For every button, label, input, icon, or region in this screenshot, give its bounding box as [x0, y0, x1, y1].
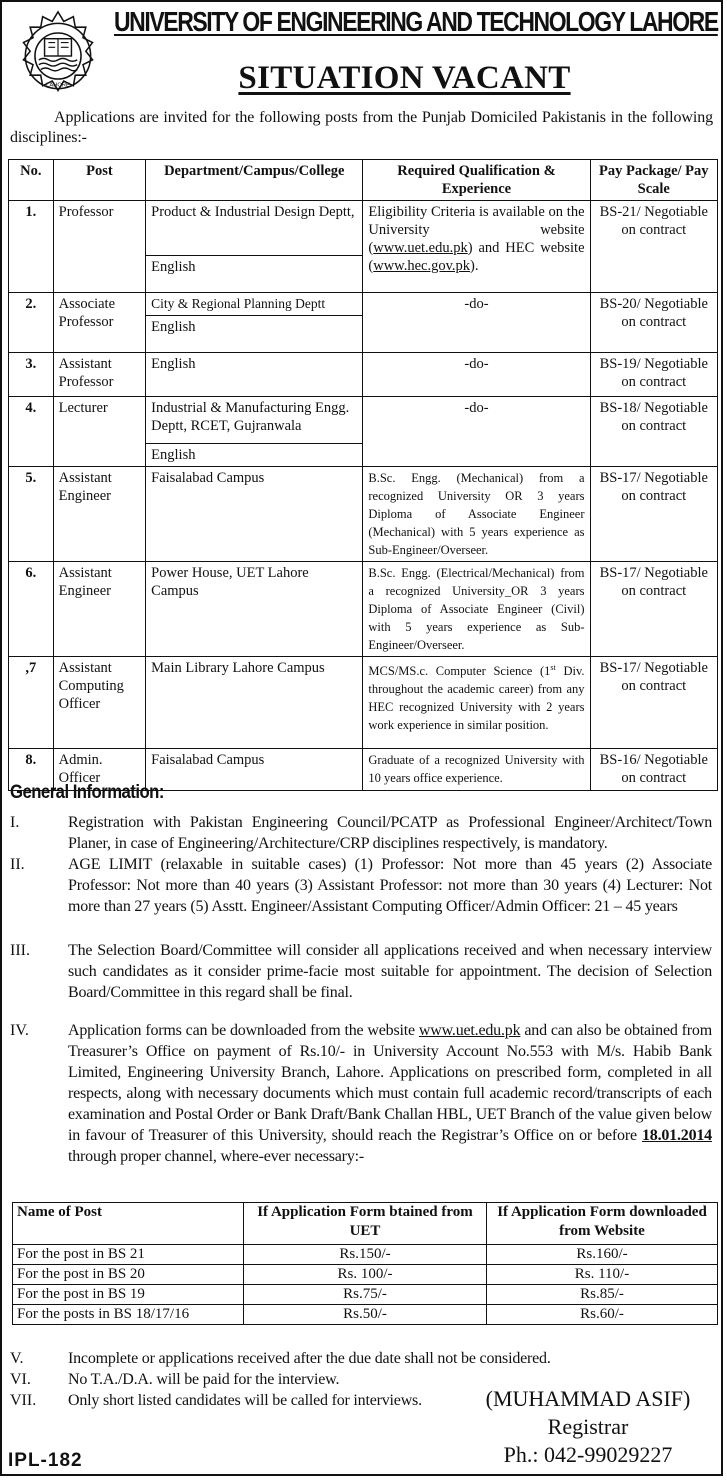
item-text-part: and can also be obtained from Treasurer’s Office on payment of Rs.10/- in University Account No.553 with M/s. Habib Bank Limited, Engineering University Branch, Lahore. Applications on prescribed form, completed in all respects, along with necessary documents which must contain full academic record/transcripts of each examination and Postal Order or Bank Draft/Bank Challan HBL, UET Branch of the value given below in favour of Treasurer of this University, should reach the Registrar’s Office on or before: [68, 1022, 712, 1144]
row-number: 6.: [9, 562, 54, 657]
column-header-no: No.: [9, 160, 54, 201]
table-row: [9, 353, 718, 397]
fee-uet: Rs.75/-: [244, 1285, 487, 1305]
item-number: VI.: [10, 1371, 31, 1388]
item-text: No T.A./D.A. will be paid for the interview.: [68, 1371, 340, 1388]
row-number: 3.: [9, 353, 54, 397]
fee-website: Rs.160/-: [487, 1245, 718, 1265]
department: Main Library Lahore Campus: [151, 660, 325, 676]
row-number: ,7: [9, 657, 54, 749]
signatory-name: (MUHAMMAD ASIF): [485, 1386, 691, 1411]
posts-table-header: [9, 160, 718, 201]
fee-website: Rs.85/-: [487, 1285, 718, 1305]
posts-table: [8, 159, 718, 791]
qualification: B.Sc. Engg. (Mechanical) from a recognized University OR 3 years Diploma of Associate Engineer (Mechanical) with 5 years experience as Sub-Engineer/Overseer.: [363, 467, 590, 562]
pay-scale: BS-17/ Negotiable on contract: [590, 562, 717, 657]
row-number: 2.: [9, 293, 54, 353]
signatory-phone: Ph.: 042-99029227: [503, 1442, 673, 1467]
department: English: [151, 447, 196, 463]
item-text: Only short listed candidates will be called for interviews.: [68, 1392, 422, 1409]
fee-post: For the posts in BS 18/17/16: [13, 1305, 244, 1325]
info-item: [10, 1020, 712, 1167]
item-number: II.: [10, 856, 25, 873]
column-header-department: Department/Campus/College: [146, 160, 363, 201]
uet-website-link[interactable]: www.uet.edu.pk: [418, 1022, 521, 1039]
info-item: [10, 940, 712, 1003]
hec-website-link[interactable]: www.hec.gov.pk: [373, 258, 471, 274]
row-number: 5.: [9, 467, 54, 562]
column-header-name-of-post: Name of Post: [13, 1203, 244, 1245]
qualification-text: ) and HEC website (: [368, 240, 585, 274]
department: Industrial & Manufacturing Engg. Deptt, RCET, Gujranwala: [146, 397, 362, 444]
header: [2, 2, 721, 102]
qualification: -do-: [363, 353, 590, 397]
department-cell: [146, 293, 363, 353]
post-title: Lecturer: [53, 397, 146, 467]
pay-scale: BS-17/ Negotiable on contract: [590, 657, 717, 749]
table-row: [9, 467, 718, 562]
item-text-part: Application forms can be downloaded from the website: [68, 1022, 419, 1039]
qualification: [363, 201, 590, 293]
info-item: [10, 854, 712, 917]
column-header-qualification: Required Qualification & Experience: [363, 160, 590, 201]
department: Power House, UET Lahore Campus: [151, 565, 309, 599]
reference-code: IPL-182: [8, 1450, 83, 1471]
table-row: [13, 1285, 718, 1305]
notice-title: SITUATION VACANT: [238, 60, 571, 96]
info-item: [10, 812, 712, 854]
post-title: Assistant Professor: [53, 353, 146, 397]
item-text: Registration with Pakistan Engineering Council/PCATP as Professional Engineer/Architect/Town Planer, in case of Engineering/Architecture/CRP disciplines respectively, is mandatory.: [68, 814, 712, 852]
qualification-text: ).: [470, 258, 479, 274]
table-row: [13, 1265, 718, 1285]
department-cell: [146, 562, 363, 657]
uet-website-link[interactable]: www.uet.edu.pk: [373, 240, 468, 256]
item-text: [68, 1020, 712, 1167]
info-item: [10, 1348, 712, 1369]
intro-paragraph: Applications are invited for the following posts from the Punjab Domiciled Pakistanis in the following disciplines:-: [10, 109, 713, 146]
department: Faisalabad Campus: [151, 470, 265, 486]
department-cell: [146, 397, 363, 467]
fee-uet: Rs.150/-: [244, 1245, 487, 1265]
column-header-website-fee: If Application Form downloaded from Website: [487, 1203, 718, 1245]
fee-post: For the post in BS 21: [13, 1245, 244, 1265]
pay-scale: BS-16/ Negotiable on contract: [590, 749, 717, 791]
post-title: Associate Professor: [53, 293, 146, 353]
pay-scale: BS-19/ Negotiable on contract: [590, 353, 717, 397]
fee-website: Rs. 110/-: [487, 1265, 718, 1285]
qualification: -do-: [363, 397, 590, 467]
qualification-text: MCS/MS.c. Computer Science (1: [368, 664, 551, 679]
department: Product & Industrial Design Deptt,: [146, 201, 362, 256]
item-text: Incomplete or applications received after the due date shall not be considered.: [68, 1350, 551, 1367]
post-title: Professor: [53, 201, 146, 293]
department-cell: [146, 657, 363, 749]
department: Faisalabad Campus: [151, 752, 265, 768]
pay-scale: BS-21/ Negotiable on contract: [590, 201, 717, 293]
signature-block: [463, 1385, 713, 1469]
qualification: B.Sc. Engg. (Electrical/Mechanical) from a recognized University_OR 3 years Diploma of Associate Engineer (Civil) with 5 years experience as Sub-Engineer/Overseer.: [363, 562, 590, 657]
department-cell: [146, 467, 363, 562]
university-name: UNIVERSITY OF ENGINEERING AND TECHNOLOGY LAHORE: [114, 6, 718, 37]
qualification: [363, 657, 590, 749]
item-text: AGE LIMIT (relaxable in suitable cases) (1) Professor: Not more than 45 years (2) Associate Professor: Not more than 40 years (3) Assistant Professor: not more than 30 years (4) Lecturer: Not more than 27 years (5) Asstt. Engineer/Assistant Computing Officer/Admin Officer: 21 – 45 years: [68, 856, 712, 915]
fee-website: Rs.60/-: [487, 1305, 718, 1325]
table-row: [9, 397, 718, 467]
item-number: IV.: [10, 1022, 29, 1039]
fee-post: For the post in BS 19: [13, 1285, 244, 1305]
row-number: 8.: [9, 749, 54, 791]
fee-uet: Rs.50/-: [244, 1305, 487, 1325]
post-title: Assistant Engineer: [53, 467, 146, 562]
superscript: st: [550, 663, 556, 672]
fee-uet: Rs. 100/-: [244, 1265, 487, 1285]
qualification: -do-: [363, 293, 590, 353]
table-row: [9, 201, 718, 293]
item-number: VII.: [10, 1392, 37, 1409]
table-row: [9, 562, 718, 657]
department: City & Regional Planning Deptt: [146, 293, 362, 316]
table-row: [9, 657, 718, 749]
item-number: V.: [10, 1350, 24, 1367]
row-number: 1.: [9, 201, 54, 293]
pay-scale: BS-18/ Negotiable on contract: [590, 397, 717, 467]
qualification-text: Eligibility Criteria is available on the University website (: [368, 204, 585, 256]
table-row: [9, 293, 718, 353]
fee-table-header: [13, 1203, 718, 1245]
table-row: [13, 1245, 718, 1265]
pay-scale: BS-20/ Negotiable on contract: [590, 293, 717, 353]
post-title: Admin. Officer: [53, 749, 146, 791]
qualification-text: Div. throughout the academic career) from any HEC recognized University with 2 years work experience in similar position.: [368, 664, 585, 733]
general-information-title: General Information:: [10, 782, 164, 803]
deadline-date: 18.01.2014: [641, 1127, 712, 1144]
department: English: [151, 319, 196, 335]
table-row: [13, 1305, 718, 1325]
column-header-post: Post: [53, 160, 146, 201]
qualification: Graduate of a recognized University with 10 years office experience.: [363, 749, 590, 791]
item-text-part: through proper channel, where-ever necessary:-: [68, 1148, 364, 1165]
department: English: [151, 356, 196, 372]
department-cell: [146, 353, 363, 397]
fee-table: [12, 1202, 718, 1325]
svg-text:LAHORE: LAHORE: [46, 82, 70, 89]
item-text: The Selection Board/Committee will consider all applications received and when necessary interview such candidates as it consider prime-facie most suitable for appointment. The decision of Selection Board/Committee in this regard shall be final.: [68, 942, 712, 1001]
signatory-designation: Registrar: [547, 1414, 629, 1439]
column-header-uet-fee: If Application Form btained from UET: [244, 1203, 487, 1245]
pay-scale: BS-17/ Negotiable on contract: [590, 467, 717, 562]
department-cell: [146, 201, 363, 293]
column-header-pay: Pay Package/ Pay Scale: [590, 160, 717, 201]
fee-post: For the post in BS 20: [13, 1265, 244, 1285]
post-title: Assistant Engineer: [53, 562, 146, 657]
info-item: [10, 1390, 480, 1411]
item-number: I.: [10, 814, 20, 831]
department: English: [151, 259, 196, 275]
row-number: 4.: [9, 397, 54, 467]
department-cell: [146, 749, 363, 791]
item-number: III.: [10, 942, 30, 959]
post-title: Assistant Computing Officer: [53, 657, 146, 749]
